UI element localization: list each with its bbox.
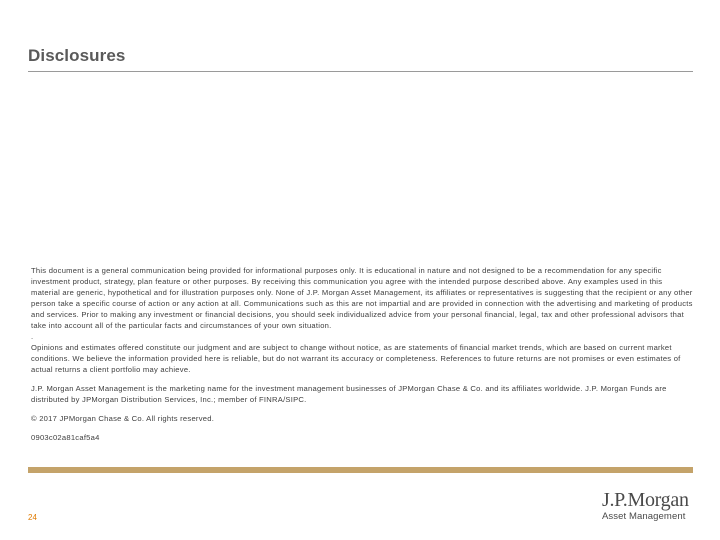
logo-name: J.P.Morgan [602, 489, 689, 511]
title-divider [28, 71, 693, 72]
disclosures-text [31, 265, 693, 443]
disclosure-paragraph-opinions: Opinions and estimates offered constitute our judgment and are subject to change without notice, as are statements of financial market trends, which are based on current market conditions. We believe the information provided here is reliable, but do not warrant its accuracy or completeness. References to future returns are not promises or even estimates of actual returns a client portfolio may achieve. [31, 343, 681, 374]
disclosure-paragraph-marketing-name: J.P. Morgan Asset Management is the marketing name for the investment management businesses of JPMorgan Chase & Co. and its affiliates worldwide. J.P. Morgan Funds are distributed by JPMorgan Distribution Services, Inc.; member of FINRA/SIPC. [31, 384, 667, 404]
page-number: 24 [28, 513, 37, 522]
logo-subtitle: Asset Management [602, 511, 686, 522]
jpmorgan-logo [602, 490, 694, 523]
reference-code: 0903c02a81caf5a4 [31, 433, 100, 442]
copyright-notice: © 2017 JPMorgan Chase & Co. All rights reserved. [31, 414, 215, 423]
page-title: Disclosures [28, 46, 126, 65]
disclosure-separator: . [31, 332, 34, 341]
disclosure-paragraph-general: This document is a general communication being provided for informational purposes only. It is educational in nature and not designed to be a recommendation for any specific investment product, strategy, plan feature or other purposes. By receiving this communication you agree with the intended purpose described above. Any examples used in this material are generic, hypothetical and for illustration purposes only. None of J.P. Morgan Asset Management, its affiliates or representatives is suggesting that the recipient or any other person take a specific course of action or any action at all. Communications such as this are not impartial and are provided in connection with the advertising and marketing of products and services. Prior to making any investment or financial decisions, you should seek individualized advice from your personal financial, legal, tax and other professional advisors that take into account all of the particular facts and circumstances of your own situation. [31, 266, 693, 330]
accent-bar [28, 467, 693, 473]
